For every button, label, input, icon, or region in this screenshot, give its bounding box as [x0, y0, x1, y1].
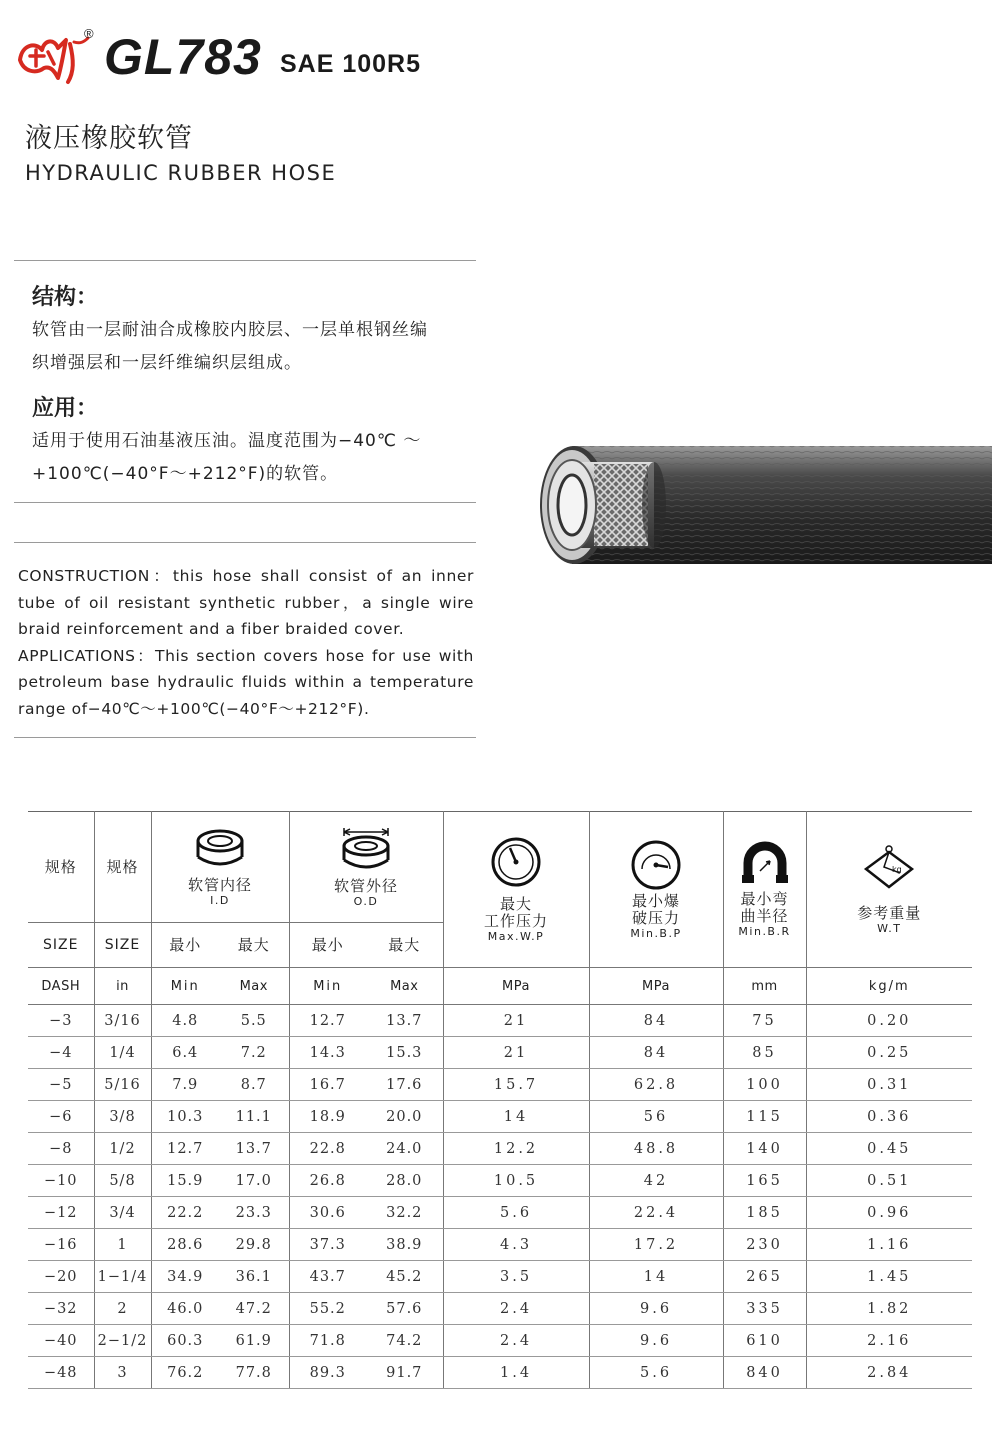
- table-cell: 6.4: [151, 1037, 219, 1069]
- table-cell: 16.7: [289, 1069, 366, 1101]
- table-cell: 5/16: [94, 1069, 151, 1101]
- specification-table: [28, 811, 972, 1389]
- table-row: [28, 1261, 972, 1293]
- table-cell: 1.16: [806, 1229, 972, 1261]
- table-row: [28, 1133, 972, 1165]
- table-cell: 84: [589, 1037, 723, 1069]
- table-cell: 1: [94, 1229, 151, 1261]
- table-cell: −16: [28, 1229, 94, 1261]
- header-od-max: 最大: [366, 923, 443, 968]
- table-cell: 20.0: [366, 1101, 443, 1133]
- table-cell: 74.2: [366, 1325, 443, 1357]
- construction-heading: 结构：: [32, 285, 99, 310]
- inner-diameter-icon: [194, 827, 246, 871]
- table-cell: 335: [723, 1293, 806, 1325]
- header-size-en-1: SIZE: [28, 923, 94, 968]
- table-cell: 60.3: [151, 1325, 219, 1357]
- table-cell: 2: [94, 1293, 151, 1325]
- table-row: [28, 1069, 972, 1101]
- weight-icon: [862, 845, 916, 891]
- table-row: [28, 1325, 972, 1357]
- table-cell: 45.2: [366, 1261, 443, 1293]
- table-cell: 28.6: [151, 1229, 219, 1261]
- table-cell: 55.2: [289, 1293, 366, 1325]
- table-cell: 30.6: [289, 1197, 366, 1229]
- brand-logo-icon: [14, 30, 94, 86]
- english-description: CONSTRUCTION：this hose shall consist of an inner tube of oil resistant synthetic rubber，a single wire braid reinforcement and a fiber braided cover. APPLICATIONS：This section covers hose for use with petroleum base hydraulic fluids within a temperature range of−40℃～+100℃(−40°F～+212°F).: [18, 567, 474, 718]
- table-cell: −6: [28, 1101, 94, 1133]
- table-cell: 13.7: [366, 1005, 443, 1037]
- table-cell: 3/4: [94, 1197, 151, 1229]
- table-cell: 43.7: [289, 1261, 366, 1293]
- table-cell: 17.0: [219, 1165, 289, 1197]
- table-cell: 0.31: [806, 1069, 972, 1101]
- table-cell: 23.3: [219, 1197, 289, 1229]
- table-cell: 15.3: [366, 1037, 443, 1069]
- table-cell: 77.8: [219, 1357, 289, 1389]
- svg-text:kg: kg: [892, 864, 902, 874]
- table-cell: 7.9: [151, 1069, 219, 1101]
- table-cell: 1/2: [94, 1133, 151, 1165]
- table-row: [28, 1229, 972, 1261]
- table-cell: 610: [723, 1325, 806, 1357]
- hose-cutaway-icon: [532, 444, 992, 568]
- table-cell: 9.6: [589, 1293, 723, 1325]
- application-heading: 应用：: [32, 396, 99, 421]
- table-cell: 48.8: [589, 1133, 723, 1165]
- table-row: [28, 1037, 972, 1069]
- table-cell: −10: [28, 1165, 94, 1197]
- table-cell: 56: [589, 1101, 723, 1133]
- table-cell: 1−1/4: [94, 1261, 151, 1293]
- header-working-pressure: 最大 工作压力 Max.W.P: [443, 812, 589, 968]
- table-cell: 32.2: [366, 1197, 443, 1229]
- application-text-cn: 适用于使用石油基液压油。温度范围为−40℃ ～ +100℃(−40°F～+212°F)的软管。: [32, 431, 422, 484]
- table-cell: 85: [723, 1037, 806, 1069]
- unit-cell: kg/m: [806, 968, 972, 1005]
- table-cell: 71.8: [289, 1325, 366, 1357]
- table-cell: 61.9: [219, 1325, 289, 1357]
- table-cell: 0.51: [806, 1165, 972, 1197]
- table-cell: 0.25: [806, 1037, 972, 1069]
- table-cell: 185: [723, 1197, 806, 1229]
- table-cell: 2.4: [443, 1293, 589, 1325]
- table-cell: 8.7: [219, 1069, 289, 1101]
- table-row: [28, 1357, 972, 1389]
- table-cell: 34.9: [151, 1261, 219, 1293]
- table-cell: 29.8: [219, 1229, 289, 1261]
- table-cell: 24.0: [366, 1133, 443, 1165]
- standard-label: SAE 100R5: [280, 50, 422, 78]
- table-cell: 5.6: [589, 1357, 723, 1389]
- table-cell: 11.1: [219, 1101, 289, 1133]
- table-cell: 5/8: [94, 1165, 151, 1197]
- header-bend-radius: 最小弯 曲半径 Min.B.R: [723, 812, 806, 968]
- divider: [14, 260, 476, 261]
- table-cell: 17.6: [366, 1069, 443, 1101]
- table-cell: −32: [28, 1293, 94, 1325]
- unit-cell: MPa: [589, 968, 723, 1005]
- model-number: GL783: [104, 29, 262, 85]
- table-cell: 4.3: [443, 1229, 589, 1261]
- table-cell: 1/4: [94, 1037, 151, 1069]
- table-cell: 12.2: [443, 1133, 589, 1165]
- table-cell: 22.8: [289, 1133, 366, 1165]
- table-cell: 28.0: [366, 1165, 443, 1197]
- burst-gauge-icon: [630, 839, 682, 891]
- table-cell: 62.8: [589, 1069, 723, 1101]
- table-cell: 1.4: [443, 1357, 589, 1389]
- table-cell: 15.9: [151, 1165, 219, 1197]
- unit-cell: Max: [219, 968, 289, 1005]
- table-cell: 17.2: [589, 1229, 723, 1261]
- header-size-cn-2: 规格: [94, 812, 151, 923]
- table-cell: 5.5: [219, 1005, 289, 1037]
- header-inner-diameter: 软管内径 I.D: [151, 812, 289, 923]
- table-cell: 38.9: [366, 1229, 443, 1261]
- table-cell: 36.1: [219, 1261, 289, 1293]
- registered-mark: ®: [84, 26, 94, 41]
- product-title-cn: 液压橡胶软管: [25, 123, 193, 154]
- table-cell: 91.7: [366, 1357, 443, 1389]
- table-cell: 57.6: [366, 1293, 443, 1325]
- product-title-en: HYDRAULIC RUBBER HOSE: [25, 161, 337, 185]
- table-cell: 1.82: [806, 1293, 972, 1325]
- table-cell: 14: [443, 1101, 589, 1133]
- table-cell: 26.8: [289, 1165, 366, 1197]
- table-cell: 9.6: [589, 1325, 723, 1357]
- table-cell: 12.7: [289, 1005, 366, 1037]
- unit-cell: Min: [289, 968, 366, 1005]
- table-cell: 7.2: [219, 1037, 289, 1069]
- bend-radius-icon: [740, 841, 790, 887]
- table-cell: 2−1/2: [94, 1325, 151, 1357]
- divider: [14, 542, 476, 543]
- table-cell: 22.2: [151, 1197, 219, 1229]
- table-cell: 84: [589, 1005, 723, 1037]
- divider: [14, 737, 476, 738]
- table-cell: 46.0: [151, 1293, 219, 1325]
- table-cell: 14.3: [289, 1037, 366, 1069]
- table-cell: 2.84: [806, 1357, 972, 1389]
- table-cell: 3/16: [94, 1005, 151, 1037]
- table-cell: 89.3: [289, 1357, 366, 1389]
- table-cell: 21: [443, 1037, 589, 1069]
- unit-cell: Min: [151, 968, 219, 1005]
- construction-text-cn: 软管由一层耐油合成橡胶内胶层、一层单根钢丝编 织增强层和一层纤维编织层组成。: [32, 320, 428, 373]
- table-cell: 0.45: [806, 1133, 972, 1165]
- unit-cell: MPa: [443, 968, 589, 1005]
- table-cell: 10.3: [151, 1101, 219, 1133]
- table-cell: 100: [723, 1069, 806, 1101]
- table-cell: −3: [28, 1005, 94, 1037]
- pressure-gauge-icon: [490, 836, 542, 888]
- table-cell: −48: [28, 1357, 94, 1389]
- table-cell: −5: [28, 1069, 94, 1101]
- table-cell: 115: [723, 1101, 806, 1133]
- table-row: [28, 1101, 972, 1133]
- table-cell: −40: [28, 1325, 94, 1357]
- table-row: [28, 1165, 972, 1197]
- table-cell: 1.45: [806, 1261, 972, 1293]
- header-od-min: 最小: [289, 923, 366, 968]
- table-cell: 13.7: [219, 1133, 289, 1165]
- table-cell: 21: [443, 1005, 589, 1037]
- unit-cell: DASH: [28, 968, 94, 1005]
- table-cell: 12.7: [151, 1133, 219, 1165]
- table-cell: 42: [589, 1165, 723, 1197]
- outer-diameter-icon: [340, 826, 392, 874]
- table-cell: 5.6: [443, 1197, 589, 1229]
- table-row: [28, 1005, 972, 1037]
- table-cell: 165: [723, 1165, 806, 1197]
- table-row: [28, 1197, 972, 1229]
- header-id-min: 最小: [151, 923, 219, 968]
- header-id-max: 最大: [219, 923, 289, 968]
- table-cell: 0.36: [806, 1101, 972, 1133]
- table-cell: 75: [723, 1005, 806, 1037]
- table-cell: 2.4: [443, 1325, 589, 1357]
- header-size-en-2: SIZE: [94, 923, 151, 968]
- table-row: [28, 1293, 972, 1325]
- units-row: [28, 968, 972, 1005]
- table-cell: −4: [28, 1037, 94, 1069]
- table-cell: 265: [723, 1261, 806, 1293]
- table-cell: 14: [589, 1261, 723, 1293]
- header-burst-pressure: 最小爆 破压力 Min.B.P: [589, 812, 723, 968]
- header-weight: kg 参考重量 W.T: [806, 812, 972, 968]
- table-cell: 47.2: [219, 1293, 289, 1325]
- table-cell: 37.3: [289, 1229, 366, 1261]
- table-cell: 22.4: [589, 1197, 723, 1229]
- table-cell: −8: [28, 1133, 94, 1165]
- header-size-cn-1: 规格: [28, 812, 94, 923]
- table-cell: 0.96: [806, 1197, 972, 1229]
- table-cell: 840: [723, 1357, 806, 1389]
- table-cell: −20: [28, 1261, 94, 1293]
- table-cell: 230: [723, 1229, 806, 1261]
- table-cell: 4.8: [151, 1005, 219, 1037]
- table-cell: −12: [28, 1197, 94, 1229]
- table-cell: 2.16: [806, 1325, 972, 1357]
- header-outer-diameter: 软管外径 O.D: [289, 812, 443, 923]
- unit-cell: in: [94, 968, 151, 1005]
- table-cell: 76.2: [151, 1357, 219, 1389]
- table-cell: 18.9: [289, 1101, 366, 1133]
- table-cell: 3.5: [443, 1261, 589, 1293]
- table-cell: 140: [723, 1133, 806, 1165]
- table-cell: 15.7: [443, 1069, 589, 1101]
- table-cell: 3/8: [94, 1101, 151, 1133]
- unit-cell: mm: [723, 968, 806, 1005]
- table-cell: 3: [94, 1357, 151, 1389]
- unit-cell: Max: [366, 968, 443, 1005]
- divider: [14, 502, 476, 503]
- table-cell: 10.5: [443, 1165, 589, 1197]
- table-cell: 0.20: [806, 1005, 972, 1037]
